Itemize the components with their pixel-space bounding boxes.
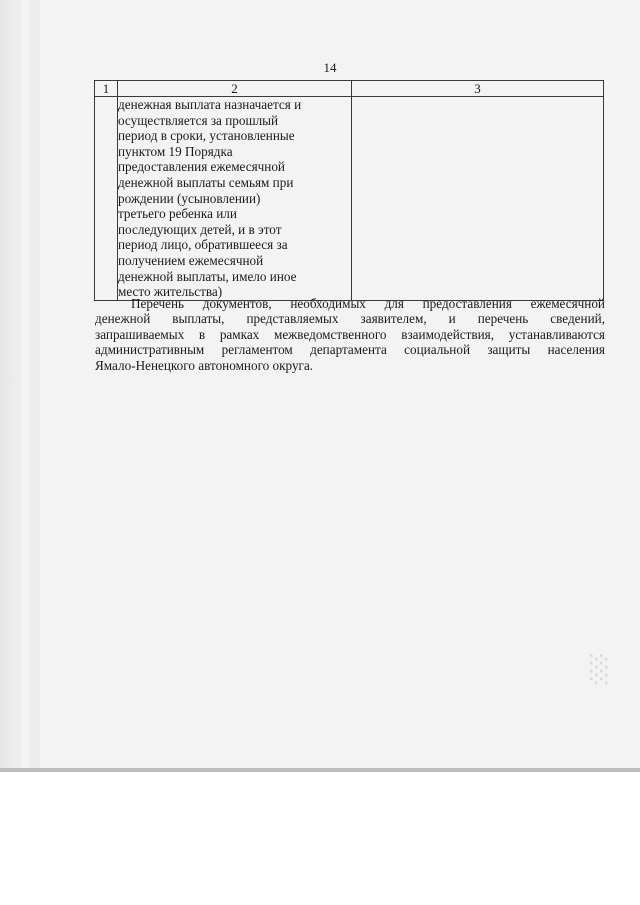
scan-shadow-strip [30,0,40,770]
cell-text-line: третьего ребенка или [118,206,237,222]
table-row [95,97,604,301]
scan-edge [0,768,640,772]
scan-artifact-mark: ░ [590,655,610,685]
cell-text-line: период лицо, обратившееся за [118,237,288,253]
cell-text-line: получением ежемесячной [118,252,264,268]
paragraph-line: запрашиваемых в рамках межведомственного взаимодействия, устанавливаются [95,326,605,342]
table-header-col-1: 1 [95,81,118,97]
table-header-row [95,81,604,97]
cell-text-line: рождении (усыновлении) [118,190,261,206]
cell-text-line: период в сроки, установленные [118,128,295,144]
table-header-col-2: 2 [118,81,352,97]
paragraph-line: Ямало-Ненецкого автономного округа. [95,357,314,373]
paragraph-line: Перечень документов, необходимых для предоставления ежемесячной [131,296,605,311]
paragraph-line: административным регламентом департамента социальной защиты населения [95,342,605,358]
cell-text-line: денежная выплата назначается и [118,97,302,112]
table-cell-col-2 [118,97,352,301]
cell-text-line: предоставления ежемесячной [118,159,285,175]
document-table [94,80,604,301]
cell-text-line: денежной выплаты семьям при [118,174,294,190]
table-cell-col-3 [352,97,604,301]
table-header-col-3: 3 [352,81,604,97]
cell-text-line: место жительства) [118,284,223,300]
page-number: 14 [323,60,337,75]
table-cell-col-1 [95,97,118,301]
scan-shadow-left [0,0,22,770]
body-paragraph [95,296,605,373]
cell-text-line: последующих детей, и в этот [118,221,282,237]
paragraph-line: денежной выплаты, представляемых заявителем, и перечень сведений, [95,311,605,327]
cell-text-line: денежной выплаты, имело иное [118,268,297,284]
cell-text-line: пунктом 19 Порядка [118,143,233,159]
cell-text-line: осуществляется за прошлый [118,112,279,128]
